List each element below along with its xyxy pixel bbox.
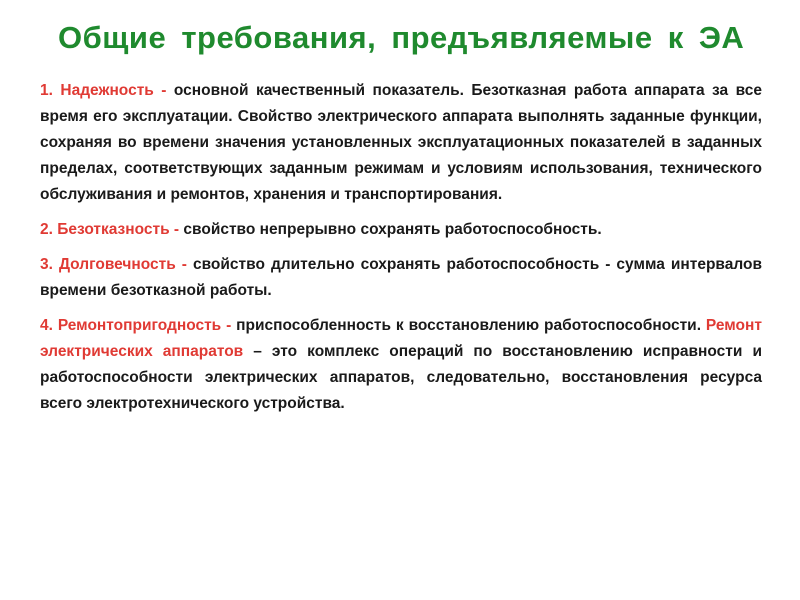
list-item-maintainability bbox=[40, 313, 762, 417]
definition-reliability: основной качественный показатель. Безотказная работа аппарата за все время его эксплуатации. Свойство электрического аппарата выполнять заданные функции, сохраняя во времени значения установленных эксплуатационных показателей в заданных пределах, соответствующих заданным режимам и условиям использования, технического обслуживания и ремонтов, хранения и транспортирования. bbox=[40, 82, 763, 203]
term-maintainability: 4. Ремонтопригодность - bbox=[40, 317, 232, 334]
definition-repair: – это комплекс операций по восстановлению исправности и работоспособности электрических аппаратов, следовательно, восстановления ресурса всего электротехнического устройства. bbox=[40, 343, 762, 412]
requirements-list bbox=[40, 78, 762, 426]
list-item-reliability bbox=[40, 78, 762, 208]
definition-durability: свойство длительно сохранять работоспособность - сумма интервалов времени безотказной работы. bbox=[40, 256, 762, 299]
term-failure-free: 2. Безотказность - bbox=[40, 221, 180, 238]
definition-maintainability: приспособленность к восстановлению работоспособности. bbox=[231, 317, 706, 334]
slide-title: Общие требования, предъявляемые к ЭА bbox=[58, 20, 745, 55]
term-reliability: 1. Надежность - bbox=[40, 82, 167, 99]
term-repair: Ремонт электрических аппаратов bbox=[40, 317, 762, 360]
definition-failure-free: свойство непрерывно сохранять работоспособность. bbox=[179, 221, 602, 238]
list-item-failure-free bbox=[40, 217, 762, 243]
list-item-durability bbox=[40, 252, 762, 304]
term-durability: 3. Долговечность - bbox=[40, 256, 187, 273]
